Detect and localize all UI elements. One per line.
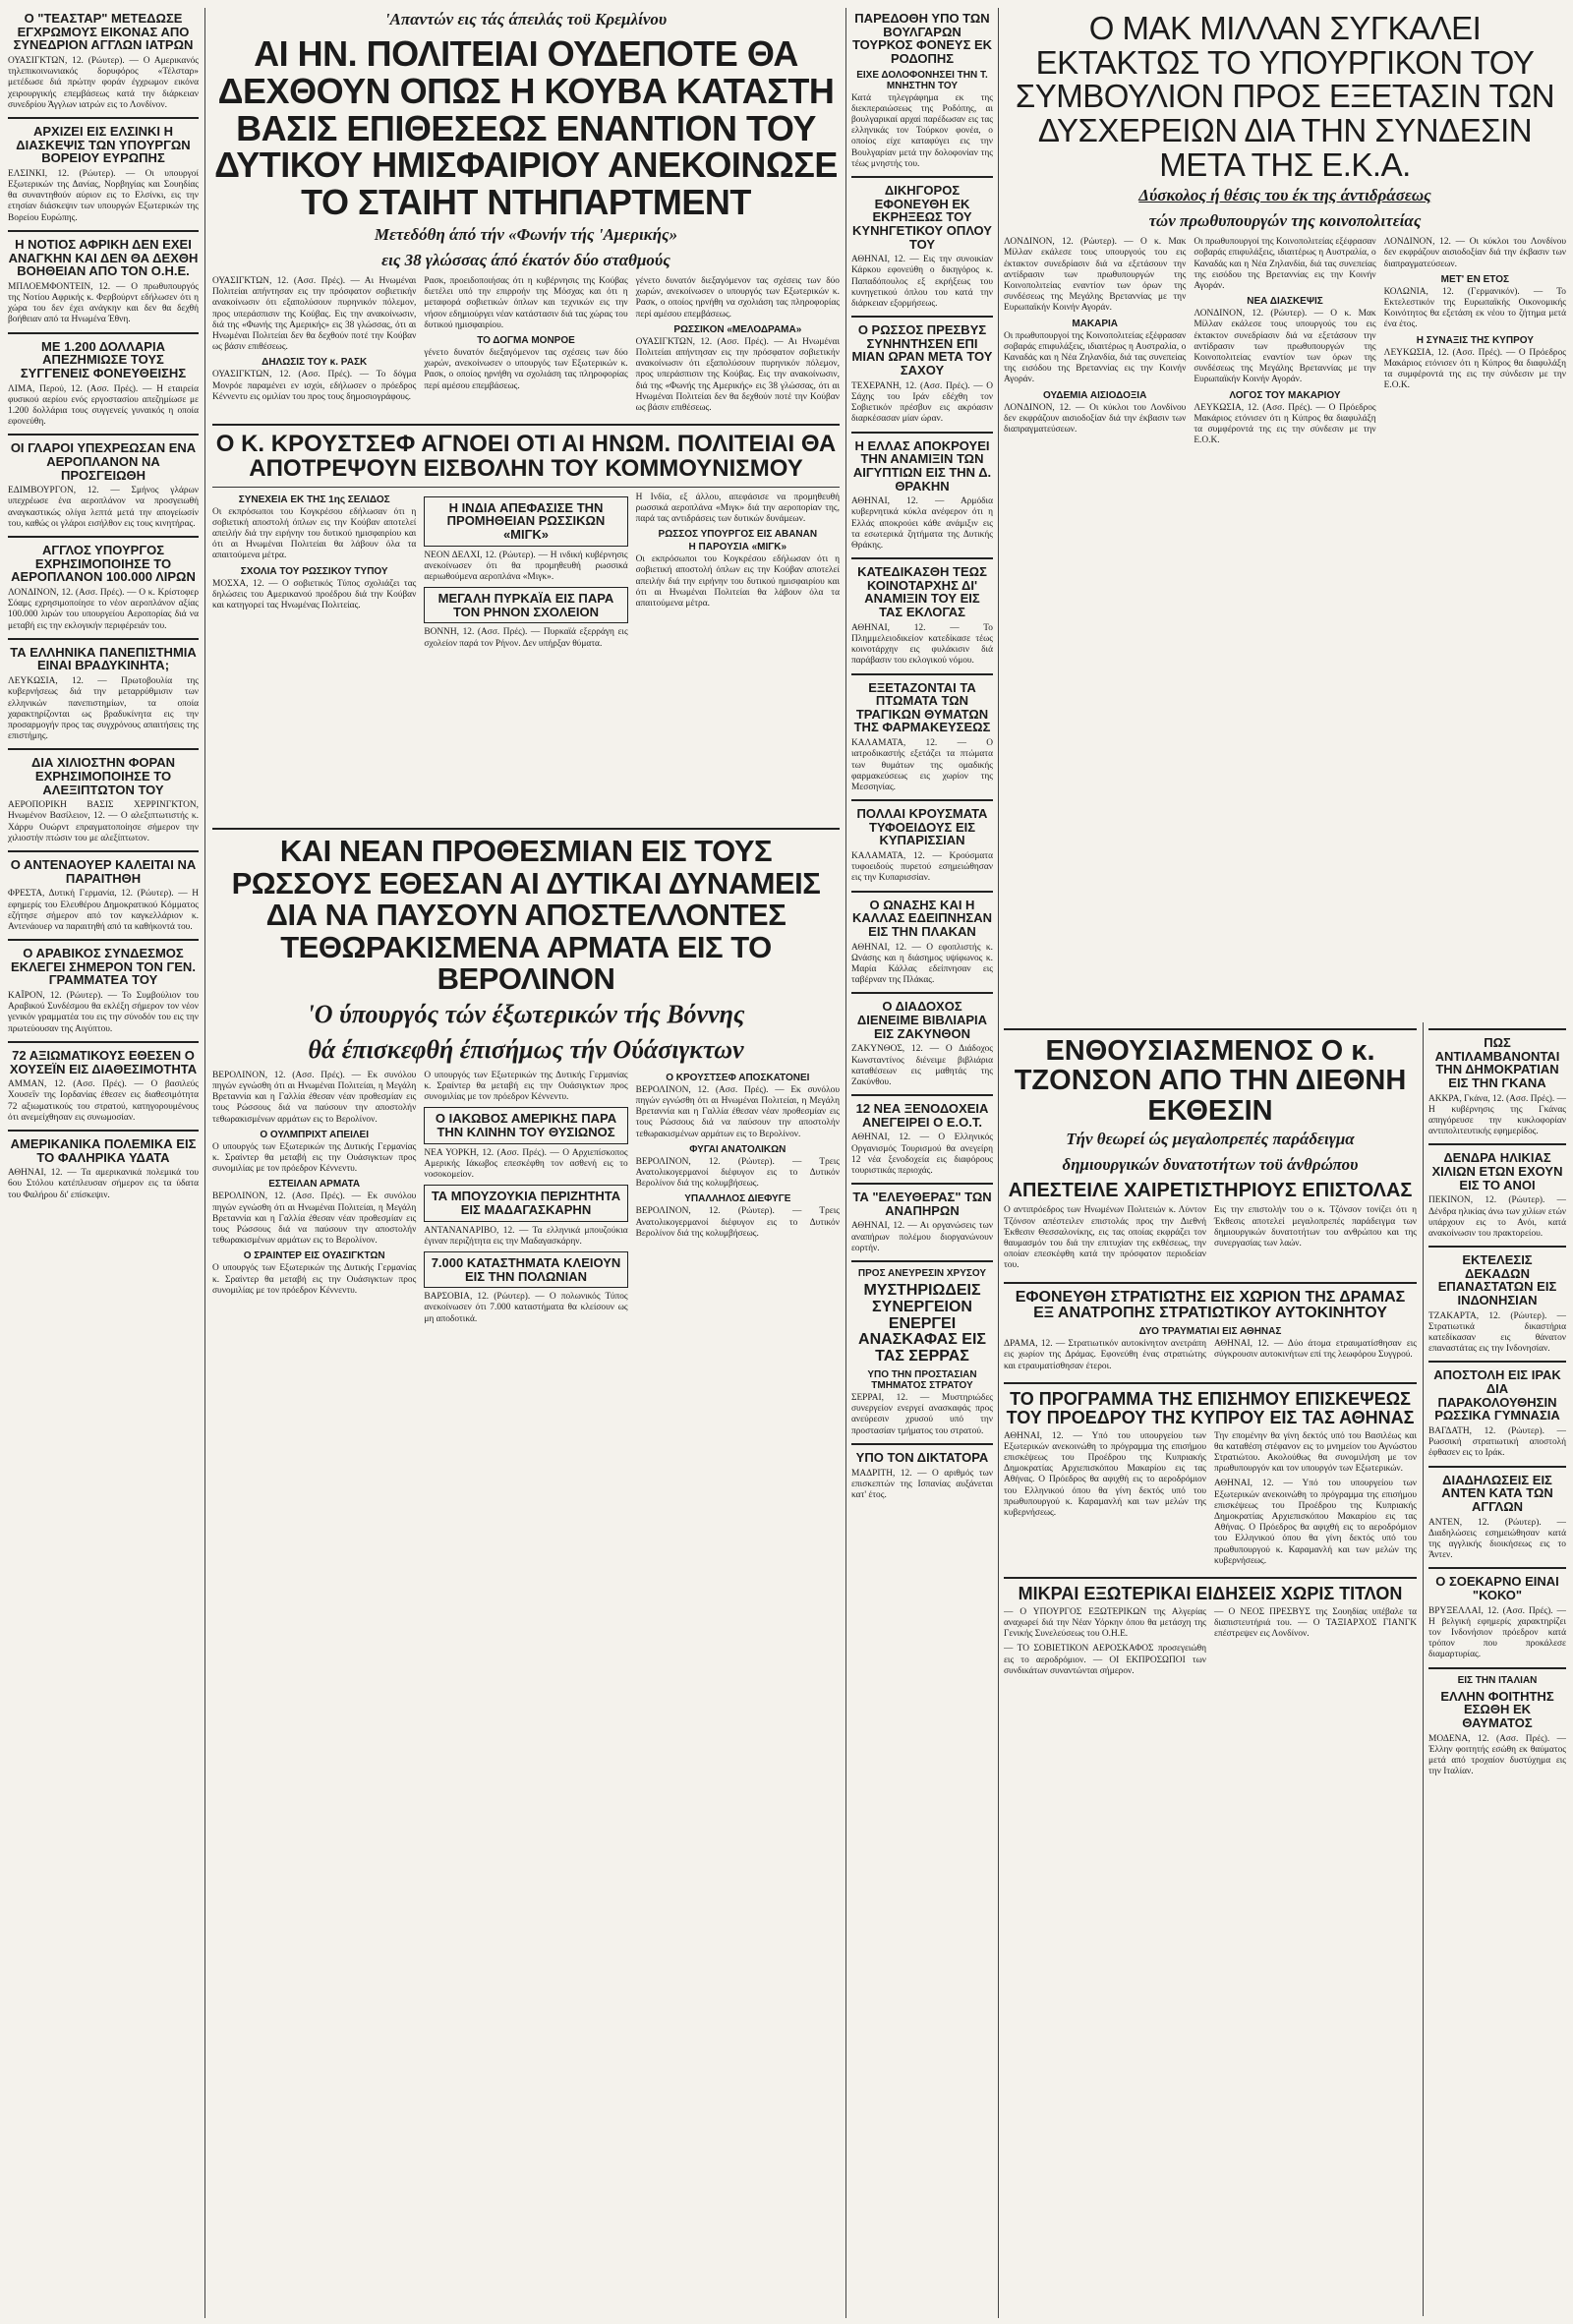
column-rule	[998, 8, 999, 2318]
drama-columns	[1004, 1339, 1417, 1376]
lead-article-p3: γένετο δυνατόν διεξαγόμενον τας σχέσεις των δύο χωρών, ανεκοίνωσεν ο υπουργός των Εξωτερικών κ. Ρασκ, ο οποίος ηρνήθη να σχολιάση τας πληροφορίας περί αμέσου επεμβάσεως.	[635, 275, 840, 320]
cyprus-columns	[1004, 1431, 1417, 1571]
poisoning-headline: ΕΞΕΤΑΖΟΝΤΑΙ ΤΑ ΠΤΩΜΑΤΑ ΤΩΝ ΤΡΑΓΙΚΩΝ ΘΥΜΑΤΩΝ ΤΗΣ ΦΑΡΜΑΚΕΥΣΕΩΣ	[853, 679, 991, 735]
west-p2b: Ο υπουργός των Εξωτερικών της Δυτικής Γερμανίας κ. Σραίντερ θα μεταβή εις την Ουάσιγκτων προς συνομιλίας με τον πρόεδρον Κέννεντυ.	[212, 1263, 417, 1296]
macmillan-p2b: Οι πρωθυπουργοί της Κοινοπολιτείας εξέφρασαν σοβαράς επιφυλάξεις, ιδιαιτέρως η Αυστραλία, ο Καναδάς και η Νέα Ζηλανδία, διά τας συνεπείας της εισόδου της Βρεταννίας εις την Κοινήν Αγοράν.	[1194, 237, 1376, 292]
khrushchev-p2: Η Ινδία, εξ άλλου, απεφάσισε να προμηθευθή ρωσσικά αεροπλάνα «Μιγκ» διά την αεροπορίαν της, παρά τας αντιδράσεις των δυτικών δυνάμεων.	[635, 492, 840, 524]
disabled-article: ΑΘΗΝΑΙ, 12. — Αι οργανώσεις των αναπήρων πολέμου διοργανώνουν εορτήν.	[851, 1221, 993, 1253]
foreign-columns	[1004, 1607, 1417, 1681]
divider	[851, 557, 993, 559]
letters-headline: ΑΠΕΣΤΕΙΛΕ ΧΑΙΡΕΤΙΣΤΗΡΙΟΥΣ ΕΠΙΣΤΟΛΑΣ	[1008, 1180, 1413, 1202]
macmillan-p2: Οι πρωθυπουργοί της Κοινοπολιτείας εξέφρασαν σοβαράς επιφυλάξεις, ιδιαιτέρως η Αυστραλία, ο Καναδάς και η Νέα Ζηλανδία, διά τας συνεπείας της εισόδου της Βρεταννίας εις την Κοινήν Αγοράν.	[1004, 330, 1187, 385]
thrace-headline: Η ΕΛΛΑΣ ΑΠΟΚΡΟΥΕΙ ΤΗΝ ΑΝΑΜΙΞΙΝ ΤΩΝ ΑΙΓΥΠΤΙΩΝ ΕΙΣ ΤΗΝ Δ. ΘΡΑΚΗΝ	[852, 437, 992, 494]
macmillan-columns	[1004, 237, 1566, 450]
lead-kicker: 'Απαντών εις τάς άπειλάς τοϋ Κρεμλίνου	[384, 10, 668, 29]
divider	[212, 424, 840, 426]
fire-article: ΒΟΝΝΗ, 12. (Ασσ. Πρές). — Πυρκαϊά εξερράγη εις σχολείον παρά τον Ρήνον. Δεν υπήρξαν θύματα.	[424, 627, 628, 649]
italy-kicker: ΕΙΣ ΤΗΝ ΙΤΑΛΙΑΝ	[1457, 1674, 1538, 1686]
divider	[8, 850, 199, 852]
hotels-article: ΑΘΗΝΑΙ, 12. — Ο Ελληνικός Οργανισμός Τουρισμού θα ανεγείρη 12 νέα ξενοδοχεία εις διαφόρους τουριστικάς περιοχάς.	[851, 1133, 993, 1176]
macmillan-subheadline-2: τών πρωθυπουργών της κοινοπολιτείας	[1148, 211, 1422, 231]
divider	[851, 316, 993, 318]
west-p2c: Ο υπουργός των Εξωτερικών της Δυτικής Γερμανίας κ. Σραίντερ θα μεταβή εις την Ουάσιγκτων προς συνομιλίας με τον πρόεδρον Κέννεντυ.	[424, 1070, 628, 1103]
divider	[851, 176, 993, 178]
west-columns	[212, 1071, 840, 1329]
divider	[212, 828, 840, 830]
macmillan-p5: ΛΟΝΔΙΝΟΝ, 12. — Οι κύκλοι του Λονδίνου δεν εκφράζουν αισιοδοξίαν διά την έκβασιν των διαπραγματεύσεων.	[1004, 402, 1187, 436]
lead-columns	[212, 276, 840, 418]
drama-p2: ΑΘΗΝΑΙ, 12. — Δύο άτομα ετραυματίσθησαν εις σύγκρουσιν αυτοκινήτων επί της λεωφόρου Συγγρού.	[1214, 1339, 1417, 1361]
article-south-africa: ΜΠΛΟΕΜΦΟΝΤΕΙΝ, 12. — Ο πρωθυπουργός της Νοτίου Αφρικής κ. Φερβούρντ εδήλωσεν ότι η χώρα του δεν έχει ανάγκην και δεν θα δεχθή βοήθειαν από τα Ηνωμένα Έθνη.	[8, 281, 199, 325]
schroeder-subhead: Ο ΣΡΑΙΝΤΕΡ ΕΙΣ ΟΥΑΣΙΓΚΤΩΝ	[243, 1250, 385, 1262]
right-lower	[1004, 1022, 1417, 2316]
west-p1: ΒΕΡΟΛΙΝΟΝ, 12. (Ασσ. Πρές). — Εκ συνόλου πηγών εγνώσθη ότι αι Ηνωμέναι Πολιτείαι, η Μεγάλη Βρεταννία και η Γαλλία έθεσαν νέαν προθεσμίαν εις τους Ρώσσους διά να παύσουν την αποστολήν τεθωρακισμένων αρμάτων εις το Βερολίνον.	[212, 1070, 417, 1125]
macmillan-p1: ΛΟΝΔΙΝΟΝ, 12. (Ρώυτερ). — Ο κ. Μακ Μίλλαν εκάλεσε τους υπουργούς του εις έκτακτον συνεδρίασιν διά να εξετάσουν την αντίδρασιν των πρωθυπουργών της Κοινοπολιτείας εναντίον των όρων της συνδέσεως της Μεγάλης Βρεταννίας με την Ευρωπαϊκήν Κοινήν Αγοράν.	[1004, 237, 1187, 314]
monroe-subhead: ΤΟ ΔΟΓΜΑ ΜΟΝΡΟΕ	[477, 335, 575, 346]
sukarno-article: ΒΡΥΞΕΛΛΑΙ, 12. (Ασσ. Πρές). — Η βελγική εφημερίς χαρακτηρίζει τον Ινδονήσιον πρόεδρον κατά τρόπον που προκάλεσε διαμαρτυρίας.	[1428, 1605, 1566, 1660]
cyprus-subhead: Η ΣΥΝΑΞΙΣ ΤΗΣ ΚΥΠΡΟΥ	[1416, 334, 1534, 346]
iraq-headline: ΑΠΟΣΤΟΛΗ ΕΙΣ ΙΡΑΚ ΔΙΑ ΠΑΡΑΚΟΛΟΥΘΗΣΙΝ ΡΩΣΣΙΚΑ ΓΥΜΝΑΣΙΑ	[1433, 1367, 1561, 1423]
divider	[1428, 1667, 1566, 1669]
headline-minister-plane: ΑΓΓΛΟΣ ΥΠΟΥΡΓΟΣ ΕΧΡΗΣΙΜΟΠΟΙΗΣΕ ΤΟ ΑΕΡΟΠΛΑΝΟΝ 100.000 ΛΙΡΩΝ	[11, 543, 196, 585]
foreign-p2: — Ο ΝΕΟΣ ΠΡΕΣΒΥΣ της Σουηδίας υπέβαλε τα διαπιστευτήριά του. — Ο ΤΑΞΙΑΡΧΟΣ ΓΙΑΝΓΚ επέστρεψεν εις Λονδίνον.	[1214, 1606, 1417, 1640]
gold-subhead: ΥΠΟ ΤΗΝ ΠΡΟΣΤΑΣΙΑΝ ΤΜΗΜΑΤΟΣ ΣΤΡΑΤΟΥ	[867, 1369, 977, 1392]
trees-article: ΠΕΚΙΝΟΝ, 12. (Ρώυτερ). — Δένδρα ηλικίας άνω των χιλίων ετών υπάρχουν εις το Ανόι, κατά ανακοίνωσιν του πρακτορείου.	[1428, 1195, 1566, 1239]
article-hussein: ΑΜΜΑΝ, 12. (Ασσ. Πρές). — Ο βασιλεύς Χουσεΐν της Ιορδανίας έθεσεν εις διαθεσιμότητα 72 αξιωματικούς του στρατού, κατηγορουμένους ότι ανεμείχθησαν εις συνωμοσίαν.	[8, 1079, 199, 1123]
typhoid-article: ΚΑΛΑΜΑΤΑ, 12. — Κρούσματα τυφοειδούς πυρετού εσημειώθησαν εις την Κυπαρισσίαν.	[851, 851, 993, 884]
ghana-article: ΑΚΚΡΑ, Γκάνα, 12. (Ασσ. Πρές). — Η κυβέρνησις της Γκάνας απηγόρευσε την κυκλοφορίαν αντιπολιτευτικής εφημερίδος.	[1428, 1093, 1566, 1137]
divider	[8, 748, 199, 750]
official-subhead: ΥΠΑΛΛΗΛΟΣ ΔΙΕΦΥΓΕ	[684, 1193, 791, 1205]
indonesia-article: ΤΖΑΚΑΡΤΑ, 12. (Ρώυτερ). — Στρατιωτικά δικαστήρια κατεδίκασαν εις θάνατον επαναστάτας εις την Ινδονησίαν.	[1428, 1310, 1566, 1355]
cyprus-visit-headline: ΤΟ ΠΡΟΓΡΑΜΜΑ ΤΗΣ ΕΠΙΣΗΜΟΥ ΕΠΙΣΚΕΨΕΩΣ ΤΟΥ ΠΡΟΕΔΡΟΥ ΤΗΣ ΚΥΠΡΟΥ ΕΙΣ ΤΑΣ ΑΘΗΝΑΣ	[1006, 1388, 1415, 1427]
foreign-news-headline: ΜΙΚΡΑΙ ΕΞΩΤΕΡΙΚΑΙ ΕΙΔΗΣΕΙΣ ΧΩΡΙΣ ΤΙΤΛΟΝ	[1018, 1583, 1403, 1603]
johnson-columns	[1004, 1205, 1417, 1275]
lead-article-p4: ΟΥΑΣΙΓΚΤΩΝ, 12. (Ασσ. Πρές). — Το δόγμα Μονρόε παραμένει εν ισχύι, εδήλωσεν ο πρόεδρος Κέννεντυ εις ομιλίαν του προς τους δημοσιογράφους.	[212, 370, 417, 402]
iraq-article: ΒΑΓΔΑΤΗ, 12. (Ρώυτερ). — Ρωσσική στρατιωτική αποστολή έφθασεν εις το Ιράκ.	[1428, 1426, 1566, 1459]
lead-headline: ΑΙ ΗΝ. ΠΟΛΙΤΕΙΑΙ ΟΥΔΕΠΟΤΕ ΘΑ ΔΕΧΘΟΥΝ ΟΠΩΣ Η ΚΟΥΒΑ ΚΑΤΑΣΤΗ ΒΑΣΙΣ ΕΠΙΘΕΣΕΩΣ ΕΝΑΝΤΙΟΝ ΤΟΥ ΔΥΤΙΚΟΥ ΗΜΙΣΦΑΙΡΙΟΥ ΑΝΕΚΟΙΝΩΣΕ ΤΟ ΣΤΑΙΗΤ ΝΤΗΠΑΡΤΜΕΝΤ	[214, 33, 838, 223]
headline-fleet: ΑΜΕΡΙΚΑΝΙΚΑ ΠΟΛΕΜΙΚΑ ΕΙΣ ΤΟ ΦΑΛΗΡΙΚΑ ΥΔΑΤΑ	[10, 1135, 197, 1165]
divider	[851, 1183, 993, 1185]
divider	[8, 230, 199, 232]
drama-p1: ΔΡΑΜΑ, 12. — Στρατιωτικόν αυτοκίνητον ανετράπη εις χωρίον της Δράμας. Εφονεύθη ένας στρατιώτης και ετραυματίσθησαν έτεροι.	[1004, 1339, 1206, 1371]
headline-universities: ΤΑ ΕΛΛΗΝΙΚΑ ΠΑΝΕΠΙΣΤΗΜΙΑ ΕΙΝΑΙ ΒΡΑΔΥΚΙΝΗΤΑ;	[10, 644, 197, 673]
poland-article: ΒΑΡΣΟΒΙΑ, 12. (Ρώυτερ). — Ο πολωνικός Τύπος ανεκοίνωσεν ότι 7.000 καταστήματα θα κλείσουν ως μη αποδοτικά.	[424, 1292, 628, 1324]
headline-arab-league: Ο ΑΡΑΒΙΚΟΣ ΣΥΝΔΕΣΜΟΣ ΕΚΛΕΓΕΙ ΣΗΜΕΡΟΝ ΤΟΝ ΓΕΝ. ΓΡΑΜΜΑΤΕΑ ΤΟΥ	[11, 946, 196, 988]
divider	[8, 434, 199, 436]
divider	[8, 1130, 199, 1132]
russian-minister-subhead: ΡΩΣΣΟΣ ΥΠΟΥΡΓΟΣ ΕΙΣ ΑΒΑΝΑΝ	[658, 529, 818, 541]
west-story	[212, 822, 840, 2316]
divider	[851, 799, 993, 801]
indonesia-headline: ΕΚΤΕΛΕΣΙΣ ΔΕΚΑΔΩΝ ΕΠΑΝΑΣΤΑΤΩΝ ΕΙΣ ΙΝΔΟΝΗΣΙΑΝ	[1437, 1252, 1557, 1308]
convicted-article: ΑΘΗΝΑΙ, 12. — Το Πλημμελειοδικείον κατεδίκασε τέως κοινοτάρχην εις φυλάκισιν διά παράβασιν του εκλογικού νόμου.	[851, 622, 993, 667]
divider	[851, 1443, 993, 1445]
macmillan-headline: Ο ΜΑΚ ΜΙΛΛΑΝ ΣΥΓΚΑΛΕΙ ΕΚΤΑΚΤΩΣ ΤΟ ΥΠΟΥΡΓΙΚΟΝ ΤΟΥ ΣΥΜΒΟΥΛΙΟΝ ΠΡΟΣ ΕΞΕΤΑΣΙΝ ΤΩΝ ΔΥΣΧΕΡΕΙΩΝ ΔΙΑ ΤΗΝ ΣΥΝΔΕΣΙΝ ΜΕΤΑ ΤΗΣ Ε.Κ.Α.	[1015, 10, 1555, 183]
johnson-subheadline-2: δημιουργικών δυνατοτήτων τοϋ άνθρώπου	[1062, 1155, 1359, 1175]
divider	[1004, 1382, 1417, 1384]
headline-hussein: 72 ΑΞΙΩΜΑΤΙΚΟΥΣ ΕΘΕΣΕΝ Ο ΧΟΥΣΕΪΝ ΕΙΣ ΔΙΑΘΕΣΙΜΟΤΗΤΑ	[9, 1047, 198, 1076]
johnson-subheadline-1: Τήν θεωρεί ώς μεγαλοπρεπές παράδειγμα	[1066, 1130, 1355, 1149]
typhoid-headline: ΠΟΛΛΑΙ ΚΡΟΥΣΜΑΤΑ ΤΥΦΟΕΙΔΟΥΣ ΕΙΣ ΚΥΠΑΡΙΣΣΙΑΝ	[856, 806, 988, 848]
mig-subhead: Η ΠΑΡΟΥΣΙΑ «ΜΙΓΚ»	[688, 542, 787, 553]
divider	[8, 332, 199, 334]
bulgaria-headline: ΠΑΡΕΔΟΘΗ ΥΠΟ ΤΩΝ ΒΟΥΛΓΑΡΩΝ ΤΟΥΡΚΟΣ ΦΟΝΕΥΣ ΕΚ ΡΟΔΟΠΗΣ	[851, 11, 993, 66]
continuation-label: ΣΥΝΕΧΕΙΑ ΕΚ ΤΗΣ 1ης ΣΕΛΙΔΟΣ	[238, 494, 390, 505]
divider	[1004, 1577, 1417, 1579]
johnson-p1: Ο αντιπρόεδρος των Ηνωμένων Πολιτειών κ. Λύντον Τζόνσον απέστειλεν επιστολάς προς την Διεθνή Έκθεσιν Θεσσαλονίκης, εις τας οποίας εκφράζει τον θαυμασμόν του διά την επιτυχίαν της εκθέσεως, την οποίαν επεσκέφθη κατά την πρόσφατον περιοδείαν του.	[1004, 1205, 1206, 1271]
india-headline: Η ΙΝΔΙΑ ΑΠΕΦΑΣΙΣΕ ΤΗΝ ΠΡΟΜΗΘΕΙΑΝ ΡΩΣΣΙΚΩΝ «ΜΙΓΚ»	[424, 496, 627, 547]
divider	[8, 536, 199, 538]
article-fleet: ΑΘΗΝΑΙ, 12. — Τα αμερικανικά πολεμικά του 6ου Στόλου κατέπλευσαν σήμερον εις τα ύδατα του Φαλήρου δι' επίσκεψιν.	[8, 1168, 199, 1200]
middle-column	[851, 8, 993, 2318]
lawyer-headline: ΔΙΚΗΓΟΡΟΣ ΕΦΟΝΕΥΘΗ ΕΚ ΕΚΡΗΞΕΩΣ ΤΟΥ ΚΥΝΗΓΕΤΙΚΟΥ ΟΠΛΟΥ ΤΟΥ	[852, 182, 992, 252]
article-minister-plane: ΛΟΝΔΙΝΟΝ, 12. (Ασσ. Πρές). — Ο κ. Κρίστοφερ Σόαμς εχρησιμοποίησε το νέον αεροπλάνον αξίας 100.000 λιρών του υπουργείου Αεροπορίας διά να μεταβή εις την εκλογικήν περιφέρειάν του.	[8, 588, 199, 631]
foreign-p3: — ΤΟ ΣΟΒΙΕΤΙΚΟΝ ΑΕΡΟΣΚΑΦΟΣ προσεγειώθη εις το αεροδρόμιον. — ΟΙ ΕΚΠΡΟΣΩΠΟΙ των συνδικάτων συναντώνται σήμερον.	[1004, 1644, 1206, 1676]
trees-headline: ΔΕΝΔΡΑ ΗΛΙΚΙΑΣ ΧΙΛΙΩΝ ΕΤΩΝ ΕΧΟΥΝ ΕΙΣ ΤΟ ΑΝΟΙ	[1431, 1150, 1563, 1192]
headline-adenauer: Ο ΑΝΤΕΝΑΟΥΕΡ ΚΑΛΕΙΤΑΙ ΝΑ ΠΑΡΑΙΤΗΘΗ	[10, 857, 197, 886]
khrushchev-columns	[212, 493, 840, 654]
lead-story	[212, 8, 840, 814]
iakovos-headline: Ο ΙΑΚΩΒΟΣ ΑΜΕΡΙΚΗΣ ΠΑΡΑ ΤΗΝ ΚΛΙΝΗΝ ΤΟΥ ΘΥΣΙΩΝΟΣ	[424, 1107, 627, 1143]
gold-headline: ΜΥΣΤΗΡΙΩΔΕΙΣ ΣΥΝΕΡΓΕΙΟΝ ΕΝΕΡΓΕΙ ΑΝΑΣΚΑΦΑΣ ΕΙΣ ΤΑΣ ΣΕΡΡΑΣ	[858, 1282, 986, 1365]
one-year-subhead: ΜΕΤ' ΕΝ ΕΤΟΣ	[1440, 273, 1509, 285]
shah-article: ΤΕΧΕΡΑΝΗ, 12. (Ασσ. Πρές). — Ο Σάχης του Ιράν εδέχθη τον Σοβιετικόν πρέσβυν εις ακρόασιν διαρκέσασαν μίαν ώραν.	[851, 380, 993, 425]
thrace-article: ΑΘΗΝΑΙ, 12. — Αρμόδια κυβερνητικά κύκλα ανέφερον ότι η Ελλάς αποκρούει κάθε ανάμιξιν εις τα εσωτερικά ζητήματα της Δυτικής Θράκης.	[851, 496, 993, 551]
hotels-headline: 12 ΝΕΑ ΞΕΝΟΔΟΧΕΙΑ ΑΝΕΓΕΙΡΕΙ Ο Ε.Ο.Τ.	[855, 1101, 989, 1130]
aden-headline: ΔΙΑΔΗΛΩΣΕΙΣ ΕΙΣ ΑΝΤΕΝ ΚΑΤΑ ΤΩΝ ΑΓΓΛΩΝ	[1441, 1472, 1553, 1514]
headline-south-africa: Η ΝΟΤΙΟΣ ΑΦΡΙΚΗ ΔΕΝ ΕΧΕΙ ΑΝΑΓΚΗΝ ΚΑΙ ΔΕΝ ΘΑ ΔΕΧΘΗ ΒΟΗΘΕΙΑΝ ΑΠΟ ΤΟΝ Ο.Η.Ε.	[8, 236, 199, 279]
aden-article: ΑΝΤΕΝ, 12. (Ρώυτερ). — Διαδηλώσεις εσημειώθησαν κατά της αγγλικής διοικήσεως εις το Άντεν.	[1428, 1517, 1566, 1561]
dictator-headline: ΥΠΟ ΤΟΝ ΔΙΚΤΑΤΟΡΑ	[855, 1449, 989, 1465]
johnson-p2: Εις την επιστολήν του ο κ. Τζόνσον τονίζει ότι η Έκθεσις αποτελεί μεγαλοπρεπές παράδειγμα των δημιουργικών δυνατοτήτων του ανθρώπου και της συνεργασίας των λαών.	[1214, 1205, 1417, 1249]
ghana-headline: ΠΩΣ ΑΝΤΙΛΑΜΒΑΝΟΝΤΑΙ ΤΗΝ ΔΗΜΟΚΡΑΤΙΑΝ ΕΙΣ ΤΗΝ ΓΚΑΝΑ	[1434, 1035, 1560, 1090]
divider	[1428, 1361, 1566, 1363]
iakovos-article: ΝΕΑ ΥΟΡΚΗ, 12. (Ασσ. Πρές). — Ο Αρχιεπίσκοπος Αμερικής Ιάκωβος επεσκέφθη τον ασθενή εις το νοσοκομείον.	[424, 1147, 628, 1181]
divider	[851, 432, 993, 434]
crown-prince-article: ΖΑΚΥΝΘΟΣ, 12. — Ο Διάδοχος Κωνσταντίνος διένειμε βιβλιάρια καταθέσεων εις μαθητάς της Ζακύνθου.	[851, 1044, 993, 1087]
gold-kicker: ΠΡΟΣ ΑΝΕΥΡΕΣΙΝ ΧΡΥΣΟΥ	[857, 1268, 987, 1280]
poland-headline: 7.000 ΚΑΤΑΣΤΗΜΑΤΑ ΚΛΕΙΟΥΝ ΕΙΣ ΤΗΝ ΠΟΛΩΝΙΑΝ	[424, 1251, 627, 1288]
drama-subhead: ΔΥΟ ΤΡΑΥΜΑΤΙΑΙ ΕΙΣ ΑΘΗΝΑΣ	[1138, 1326, 1282, 1338]
bouzouki-headline: ΤΑ ΜΠΟΥΖΟΥΚΙΑ ΠΕΡΙΖΗΤΗΤΑ ΕΙΣ ΜΑΔΑΓΑΣΚΑΡΗΝ	[424, 1185, 627, 1221]
headline-compensation: ΜΕ 1.200 ΔΟΛΛΑΡΙΑ ΑΠΕΖΗΜΙΩΣΕ ΤΟΥΣ ΣΥΓΓΕΝΕΙΣ ΦΟΝΕΥΘΕΙΣΗΣ	[20, 338, 187, 380]
divider	[1428, 1028, 1566, 1030]
cyprus-p1: ΑΘΗΝΑΙ, 12. — Υπό του υπουργείου των Εξωτερικών ανεκοινώθη το πρόγραμμα της επισήμου επισκέψεως του Προέδρου της Κυπριακής Δημοκρατίας Αρχιεπισκόπου Μακαρίου εις τας Αθήνας. Ο Πρόεδρος θα αφιχθή εις το αεροδρόμιον του Ελληνικού όπου θα γίνη δεκτός υπό του πρωθυπουργού κ. Καραμανλή και των μελών της κυβερνήσεως.	[1004, 1430, 1206, 1518]
macmillan-p5b: ΛΟΝΔΙΝΟΝ, 12. — Οι κύκλοι του Λονδίνου δεν εκφράζουν αισιοδοξίαν διά την έκβασιν των διαπραγματεύσεων.	[1383, 237, 1566, 269]
crown-prince-headline: Ο ΔΙΑΔΟΧΟΣ ΔΙΕΝΕΙΜΕ ΒΙΒΛΙΑΡΙΑ ΕΙΣ ΖΑΚΥΝΘΟΝ	[856, 999, 988, 1041]
no-optimism-subhead: ΟΥΔΕΜΙΑ ΑΙΣΙΟΔΟΞΙΑ	[1043, 389, 1147, 401]
headline-helsinki: ΑΡΧΙΖΕΙ ΕΙΣ ΕΛΣΙΝΚΙ Η ΔΙΑΣΚΕΨΙΣ ΤΩΝ ΥΠΟΥΡΓΩΝ ΒΟΡΕΙΟΥ ΕΥΡΩΠΗΣ	[16, 123, 191, 166]
press-subhead: ΣΧΟΛΙΑ ΤΟΥ ΡΩΣΣΙΚΟΥ ΤΥΠΟΥ	[240, 565, 388, 577]
khrushchev-p1b: Οι εκπρόσωποι του Κογκρέσου εδήλωσαν ότι η σοβιετική αποστολή όπλων εις την Κούβαν αποτελεί απειλήν διά την ειρήνην του δυτικού ημισφαιρίου και ότι αι Ηνωμέναι Πολιτείαι θα λάβουν όλα τα απαιτούμενα μέτρα.	[635, 554, 840, 610]
fire-headline: ΜΕΓΑΛΗ ΠΥΡΚΑΪΑ ΕΙΣ ΠΑΡΑ ΤΟΝ ΡΗΝΟΝ ΣΧΟΛΕΙΟΝ	[424, 587, 627, 623]
onassis-headline: Ο ΩΝΑΣΗΣ ΚΑΙ Η ΚΑΛΛΑΣ ΕΔΕΙΠΝΗΣΑΝ ΕΙΣ ΤΗΝ ΠΛΑΚΑΝ	[852, 897, 992, 939]
makarios-speech-subhead: ΛΟΓΟΣ ΤΟΥ ΜΑΚΑΡΙΟΥ	[1229, 389, 1341, 401]
divider	[8, 638, 199, 640]
lawyer-article: ΑΘΗΝΑΙ, 12. — Εις την συνοικίαν Κάρκου εφονεύθη ο δικηγόρος κ. Παπαδόπουλος εξ εκρήξεως του κυνηγετικού όπλου του κατά την διάρκειαν εξορμήσεως.	[851, 255, 993, 309]
divider	[851, 673, 993, 675]
divider	[851, 1260, 993, 1262]
divider	[212, 487, 840, 488]
khrushchev-p1: Οι εκπρόσωποι του Κογκρέσου εδήλωσαν ότι η σοβιετική αποστολή όπλων εις την Κούβαν αποτελεί απειλήν διά την ειρήνην του δυτικού ημισφαιρίου και ότι αι Ηνωμέναι Πολιτείαι θα λάβουν όλα τα απαιτούμενα μέτρα.	[212, 506, 417, 561]
khrushchev-headline: Ο Κ. ΚΡΟΥΣΤΣΕΦ ΑΓΝΟΕΙ ΟΤΙ ΑΙ ΗΝΩΜ. ΠΟΛΙΤΕΙΑΙ ΘΑ ΑΠΟΤΡΕΨΟΥΝ ΕΙΣΒΟΛΗΝ ΤΟΥ ΚΟΜΜΟΥΝΙΣΜΟΥ	[215, 431, 837, 483]
makarios-article: ΛΕΥΚΩΣΙΑ, 12. (Ασσ. Πρές). — Ο Πρόεδρος Μακάριος ετόνισεν ότι η Κύπρος θα διαφυλάξη τα συμφέροντά της εις την σύνδεσιν με την Ε.Ο.Κ.	[1194, 402, 1376, 446]
west-p1b: ΒΕΡΟΛΙΝΟΝ, 12. (Ασσ. Πρές). — Εκ συνόλου πηγών εγνώσθη ότι αι Ηνωμέναι Πολιτείαι, η Μεγάλη Βρεταννία και η Γαλλία έθεσαν νέαν προθεσμίαν εις τους Ρώσσους διά να παύσουν την αποστολήν τεθωρακισμένων αρμάτων εις το Βερολίνον.	[212, 1191, 417, 1247]
west-headline: ΚΑΙ ΝΕΑΝ ΠΡΟΘΕΣΜΙΑΝ ΕΙΣ ΤΟΥΣ ΡΩΣΣΟΥΣ ΕΘΕΣΑΝ ΑΙ ΔΥΤΙΚΑΙ ΔΥΝΑΜΕΙΣ ΔΙΑ ΝΑ ΠΑΥΣΟΥΝ ΑΠΟΣΤΕΛΛΟΝΤΕΣ ΤΕΘΩΡΑΚΙΣΜΕΝΑ ΑΡΜΑΤΑ ΕΙΣ ΤΟ ΒΕΡΟΛΙΝΟΝ	[231, 834, 821, 997]
johnson-headline: ΕΝΘΟΥΣΙΑΣΜΕΝΟΣ Ο κ. ΤΖΟΝΣΟΝ ΑΠΟ ΤΗΝ ΔΙΕΘΝΗ ΕΚΘΕΣΙΝ	[1014, 1035, 1407, 1127]
ulbricht-subhead: Ο ΟΥΛΜΠΡΙΧΤ ΑΠΕΙΛΕΙ	[260, 1129, 369, 1140]
macmillan-subheadline-1: Δύσκολος ή θέσις του έκ της άντιδράσεως	[1138, 186, 1431, 205]
student-headline: ΕΛΛΗΝ ΦΟΙΤΗΤΗΣ ΕΣΩΘΗ ΕΚ ΘΑΥΜΑΤΟΣ	[1440, 1688, 1554, 1730]
west-p2: Ο υπουργός των Εξωτερικών της Δυτικής Γερμανίας κ. Σραίντερ θα μεταβή εις την Ουάσιγκτων προς συνομιλίας με τον πρόεδρον Κέννεντυ.	[212, 1141, 417, 1175]
left-column	[8, 8, 199, 2318]
khrushchev-p5: ΜΟΣΧΑ, 12. — Ο σοβιετικός Τύπος σχολιάζει τας δηλώσεις του Αμερικανού προέδρου διά την Κούβαν και κατηγορεί τας Ηνωμένας Πολιτείας.	[212, 578, 417, 611]
sukarno-headline: Ο ΣΟΕΚΑΡΝΟ ΕΙΝΑΙ "ΚΟΚΟ"	[1435, 1574, 1559, 1603]
article-universities: ΛΕΥΚΩΣΙΑ, 12. — Πρωτοβουλία της κυβερνήσεως διά την μεταρρύθμισιν των ελληνικών πανεπιστημίων, τα οποία χαρακτηρίζονται ως βραδυκίνητα εις την προσαρμογήν προς τας συγχρόνους απαιτήσεις της επιστήμης.	[8, 676, 199, 742]
divider	[8, 117, 199, 119]
makaria-subhead: ΜΑΚΑΡΙΑ	[1072, 318, 1118, 329]
lead-subheadline-1: Μετεδόθη άπό τήν «Φωνήν τής 'Αμερικής»	[374, 224, 678, 244]
headline-telstar: Ο "ΤΕΑΣΤΑΡ" ΜΕΤΕΔΩΣΕ ΕΓΧΡΩΜΟΥΣ ΕΙΚΟΝΑΣ ΑΠΟ ΣΥΝΕΔΡΙΟΝ ΑΓΓΛΩΝ ΙΑΤΡΩΝ	[13, 11, 194, 53]
macmillan-story	[1004, 8, 1566, 1016]
onassis-article: ΑΘΗΝΑΙ, 12. — Ο εφοπλιστής κ. Ωνάσης και η διάσημος υψίφωνος κ. Μαρία Κάλλας εδείπνησαν εις ταβέρναν της Πλάκας.	[851, 942, 993, 986]
student-article: ΜΟΔΕΝΑ, 12. (Ασσ. Πρές). — Έλλην φοιτητής εσώθη εκ θαύματος μετά από τροχαίον δυστύχημα εις την Ιταλίαν.	[1428, 1733, 1566, 1777]
article-seagulls: ΕΔΙΜΒΟΥΡΓΟΝ, 12. — Σμήνος γλάρων υπεχρέωσε ένα αεροπλάνον να προσγειωθή αναγκαστικώς ολίγα λεπτά μετά την απογείωσίν του, καθώς οι γλάροι εισήλθον εις τους κινητήρας.	[8, 486, 199, 529]
lead-article-p2b: γένετο δυνατόν διεξαγόμενον τας σχέσεις των δύο χωρών, ανεκοίνωσεν ο υπουργός των Εξωτερικών κ. Ρασκ, ο οποίος ηρνήθη να σχολιάση τας πληροφορίας περί αμέσου επεμβάσεως.	[424, 348, 628, 391]
divider	[8, 1041, 199, 1043]
dictator-article: ΜΑΔΡΙΤΗ, 12. — Ο αριθμός των επισκεπτών της Ισπανίας αυξάνεται κατ' έτος.	[851, 1468, 993, 1500]
column-rule	[204, 8, 205, 2318]
lead-article-p1: ΟΥΑΣΙΓΚΤΩΝ, 12. (Ασσ. Πρές). — Αι Ηνωμέναι Πολιτείαι απήντησαν εις την πρόσφατον σοβιετικήν ανακοίνωσιν ότι εξαπολύσουν πυρηνικόν πόλεμον, προς υπεράσπισιν της Κούβας. Εις την ανακοίνωσιν, διά της «Φωνής της Αμερικής» εις 38 γλώσσας, ότι αι Ηνωμέναι Πολιτείαι δεν θα δεχθούν ποτέ την Κούβαν ως βάσιν επιθέσεως.	[212, 275, 417, 353]
west-subheadline-2: θά έπισκεφθή έπισήμως τήν Ούάσιγκτων	[308, 1034, 744, 1064]
lead-article-p2: Ρασκ, προειδοποιήσας ότι η κυβέρνησις της Κούβας διετέλει υπό την επιρροήν της Μόσχας και ότι η μεταφορά σοβιετικών όπλων και τεχνικών εις την νήσον εδημιούργει νέαν κατάστασιν διά τας χώρας του δυτικού ημισφαιρίου.	[424, 275, 628, 330]
headline-parachute: ΔΙΑ ΧΙΛΙΟΣΤΗΝ ΦΟΡΑΝ ΕΧΡΗΣΙΜΟΠΟΙΗΣΕ ΤΟ ΑΛΕΞΙΠΤΩΤΟΝ ΤΟΥ	[30, 755, 176, 797]
disabled-headline: ΤΑ "ΕΛΕΥΘΕΡΑΣ" ΤΩΝ ΑΝΑΠΗΡΩΝ	[852, 1190, 992, 1218]
bulgaria-article: Κατά τηλεγράφημα εκ της διεκπεραιώσεως της Ροδόπης, αι βουλγαρικαί αρχαί παρέδωσαν εις τας ελληνικάς τον Τούρκον φονέα, ο οποίος είχε καταφύγει εις την Βουλγαρίαν μετά την δολοφονίαν της τέως μνηστής του.	[851, 92, 993, 169]
foreign-p1: — Ο ΥΠΟΥΡΓΟΣ ΕΞΩΤΕΡΙΚΩΝ της Αλγερίας αναχωρεί διά την Νέαν Υόρκην όπου θα μετάσχη της Γενικής Συνελεύσεως του Ο.Η.Ε.	[1004, 1606, 1206, 1640]
india-article: ΝΕΟΝ ΔΕΛΧΙ, 12. (Ρώυτερ). — Η ινδική κυβέρνησις ανεκοίνωσεν ότι θα προμηθευθή ρωσσικά αεριωθούμενα αεροπλάνα «Μιγκ».	[424, 550, 628, 582]
article-arab-league: ΚΑΪΡΟΝ, 12. (Ρώυτερ). — Το Συμβούλιον του Αραβικού Συνδέσμου θα εκλέξη σήμερον τον νέον γενικόν γραμματέα του εις την σύνοδόν του εις την πρωτεύουσαν της Αιγύπτου.	[8, 991, 199, 1034]
tanks-subhead: ΕΣΤΕΙΛΑΝ ΑΡΜΑΤΑ	[268, 1179, 361, 1191]
divider	[8, 939, 199, 941]
column-rule	[845, 8, 846, 2318]
divider	[1428, 1466, 1566, 1468]
cyprus-p1b: ΑΘΗΝΑΙ, 12. — Υπό του υπουργείου των Εξωτερικών ανεκοινώθη το πρόγραμμα της επισήμου επισκέψεως του Προέδρου της Κυπριακής Δημοκρατίας Αρχιεπισκόπου Μακαρίου εις τας Αθήνας. Ο Πρόεδρος θα αφιχθή εις το αεροδρόμιον του Ελληνικού όπου θα γίνη δεκτός υπό του πρωθυπουργού κ. Καραμανλή και των μελών της κυβερνήσεως.	[1214, 1479, 1417, 1566]
gold-article: ΣΕΡΡΑΙ, 12. — Μυστηριώδες συνεργείον ενεργεί ανασκαφάς προς ανεύρεσιν χρυσού υπό την προστασίαν τμήματος του στρατού.	[851, 1393, 993, 1436]
escape-subhead: ΦΥΓΑΙ ΑΝΑΤΟΛΙΚΩΝ	[689, 1143, 786, 1155]
lead-caption: ΔΗΛΩΣΙΣ ΤΟΥ κ. ΡΑΣΚ	[262, 357, 368, 369]
lead-article-p1b: ΟΥΑΣΙΓΚΤΩΝ, 12. (Ασσ. Πρές). — Αι Ηνωμέναι Πολιτείαι απήντησαν εις την πρόσφατον σοβιετικήν ανακοίνωσιν ότι εξαπολύσουν πυρηνικόν πόλεμον, προς υπεράσπισιν της Κούβας. Εις την ανακοίνωσιν, διά της «Φωνής της Αμερικής» εις 38 γλώσσας, ότι αι Ηνωμέναι Πολιτείαι δεν θα δεχθούν ποτέ την Κούβαν ως βάσιν επιθέσεως.	[635, 336, 840, 414]
article-compensation: ΛΙΜΑ, Περού, 12. (Ασσ. Πρές). — Η εταιρεία φυσικού αερίου ενός εργοστασίου απεζημίωσε με 1.200 δολλάρια τους συγγενείς γυναικός η οποία εφονεύθη.	[8, 383, 199, 428]
new-conference-subhead: ΝΕΑ ΔΙΑΣΚΕΨΙΣ	[1247, 296, 1323, 308]
khrushchev-subhead: Ο ΚΡΟΥΣΤΣΕΦ ΑΠΟΣΚΑΤΟΝΕΙ	[666, 1072, 810, 1083]
divider	[1428, 1143, 1566, 1145]
divider	[851, 1094, 993, 1096]
article-adenauer: ΦΡΕΣΤΑ, Δυτική Γερμανία, 12. (Ρώυτερ). — Η εφημερίς του Ελευθέρου Δημοκρατικού Κόμματος εζήτησε σήμερον από τον καγκελλάριον κ. Αντενάουερ να παραιτηθή από τα καθήκοντά του.	[8, 889, 199, 932]
divider	[1428, 1246, 1566, 1248]
makarios-article-b: ΛΕΥΚΩΣΙΑ, 12. (Ασσ. Πρές). — Ο Πρόεδρος Μακάριος ετόνισεν ότι η Κύπρος θα διαφυλάξη τα συμφέροντά της εις την σύνδεσιν με την Ε.Ο.Κ.	[1383, 347, 1566, 391]
convicted-headline: ΚΑΤΕΔΙΚΑΣΘΗ ΤΕΩΣ ΚΟΙΝΟΤΑΡΧΗΣ ΔΙ' ΑΝΑΜΙΞΙΝ ΤΟΥ ΕΙΣ ΤΑΣ ΕΚΛΟΓΑΣ	[857, 564, 987, 620]
divider	[851, 992, 993, 994]
divider	[851, 891, 993, 893]
bouzouki-article: ΑΝΤΑΝΑΝΑΡΙΒΟ, 12. — Τα ελληνικά μπουζούκια έγιναν περιζήτητα εις την Μαδαγασκάρην.	[424, 1225, 628, 1247]
lead-subheadline-2: εις 38 γλώσσας άπό έκατόν δύο σταθμούς	[381, 250, 670, 269]
column-rule	[1423, 1022, 1424, 2316]
shah-headline: Ο ΡΩΣΣΟΣ ΠΡΕΣΒΥΣ ΣΥΝΗΝΤΗΣΕΝ ΕΠΙ ΜΙΑΝ ΩΡΑΝ ΜΕΤΑ ΤΟΥ ΣΑΧΟΥ	[851, 322, 993, 378]
headline-seagulls: ΟΙ ΓΛΑΡΟΙ ΥΠΕΧΡΕΩΣΑΝ ΕΝΑ ΑΕΡΟΠΛΑΝΟΝ ΝΑ ΠΡΟΣΓΕΙΩΘΗ	[10, 440, 197, 483]
escape-article: ΒΕΡΟΛΙΝΟΝ, 12. (Ρώυτερ). — Τρεις Ανατολικογερμανοί διέφυγον εις το Δυτικόν Βερολίνον διά της κολυμβήσεως.	[635, 1156, 840, 1190]
escape-article-b: ΒΕΡΟΛΙΝΟΝ, 12. (Ρώυτερ). — Τρεις Ανατολικογερμανοί διέφυγον εις το Δυτικόν Βερολίνον διά της κολυμβήσεως.	[635, 1206, 840, 1239]
far-right-column	[1428, 1022, 1566, 2316]
west-subheadline-1: 'Ο ύπουργός τών έξωτερικών τής Βόννης	[307, 999, 745, 1028]
melodrama-subhead: ΡΩΣΣΙΚΟΝ «ΜΕΛΟΔΡΑΜΑ»	[673, 323, 802, 335]
article-parachute: ΑΕΡΟΠΟΡΙΚΗ ΒΑΣΙΣ ΧΕΡΡΙΝΓΚΤΟΝ, Ηνωμένον Βασίλειον, 12. — Ο αλεξιπτωτιστής κ. Χάρρυ Ουώρντ επραγματοποίησε σήμερον την χιλιοστήν πτώσιν του με αλεξίπτωτον.	[8, 800, 199, 843]
west-p1c: ΒΕΡΟΛΙΝΟΝ, 12. (Ασσ. Πρές). — Εκ συνόλου πηγών εγνώσθη ότι αι Ηνωμέναι Πολιτείαι, η Μεγάλη Βρεταννία και η Γαλλία έθεσαν νέαν προθεσμίαν εις τους Ρώσσους διά να παύσουν την αποστολήν τεθωρακισμένων αρμάτων εις το Βερολίνον.	[635, 1084, 840, 1139]
divider	[1428, 1567, 1566, 1569]
macmillan-p1b: ΛΟΝΔΙΝΟΝ, 12. (Ρώυτερ). — Ο κ. Μακ Μίλλαν εκάλεσε τους υπουργούς του εις έκτακτον συνεδρίασιν διά να εξετάσουν την αντίδρασιν των πρωθυπουργών της Κοινοπολιτείας εναντίον των όρων της συνδέσεως της Μεγάλης Βρεταννίας με την Ευρωπαϊκήν Κοινήν Αγοράν.	[1194, 309, 1376, 385]
divider	[1004, 1028, 1417, 1030]
article-helsinki: ΕΛΣΙΝΚΙ, 12. (Ρώυτερ). — Οι υπουργοί Εξωτερικών της Δανίας, Νορβηγίας και Σουηδίας θα συναντηθούν αύριον εις το Ελσίνκι, εις την ετησίαν διάσκεψιν των υπουργών Εξωτερικών της Βορείου Ευρώπης.	[8, 168, 199, 223]
poisoning-article: ΚΑΛΑΜΑΤΑ, 12. — Ο ιατροδικαστής εξετάζει τα πτώματα των θυμάτων της ομαδικής φαρμακεύσεως εις χωρίον της Μεσσηνίας.	[851, 738, 993, 792]
cyprus-p2: Την επομένην θα γίνη δεκτός υπό του Βασιλέως και θα καταθέση στέφανον εις το μνημείον του Αγνώστου Στρατιώτου. Ακολούθως θα συνομιλήση με τον πρωθυπουργόν και τον υπουργόν των Εξωτερικών.	[1214, 1430, 1417, 1475]
cologne-article: ΚΟΛΩΝΙΑ, 12. (Γερμανικόν). — Το Εκτελεστικόν της Ευρωπαϊκής Οικονομικής Κοινότητος θα εξετάση εκ νέου το ζήτημα μετά ένα έτος.	[1383, 286, 1566, 330]
divider	[1004, 1282, 1417, 1284]
drama-headline: ΕΦΟΝΕΥΘΗ ΣΤΡΑΤΙΩΤΗΣ ΕΙΣ ΧΩΡΙΟΝ ΤΗΣ ΔΡΑΜΑΣ ΕΞ ΑΝΑΤΡΟΠΗΣ ΣΤΡΑΤΙΩΤΙΚΟΥ ΑΥΤΟΚΙΝΗΤΟΥ	[1015, 1288, 1406, 1322]
article-telstar: ΟΥΑΣΙΓΚΤΩΝ, 12. (Ρώυτερ). — Ο Αμερικανός τηλεπικοινωνιακός δορυφόρος «Τέλσταρ» μετέδωσε διά πρώτην φοράν έγχρωμον εικόνα χειρουργικής επεμβάσεως κατά την διάρκειαν συνεδρίου Άγγλων ιατρών εις το Λονδίνον.	[8, 55, 199, 110]
bulgaria-kicker: ΕΙΧΕ ΔΟΛΟΦΟΝΗΣΕΙ ΤΗΝ Τ. ΜΝΗΣΤΗΝ ΤΟΥ	[856, 69, 988, 91]
